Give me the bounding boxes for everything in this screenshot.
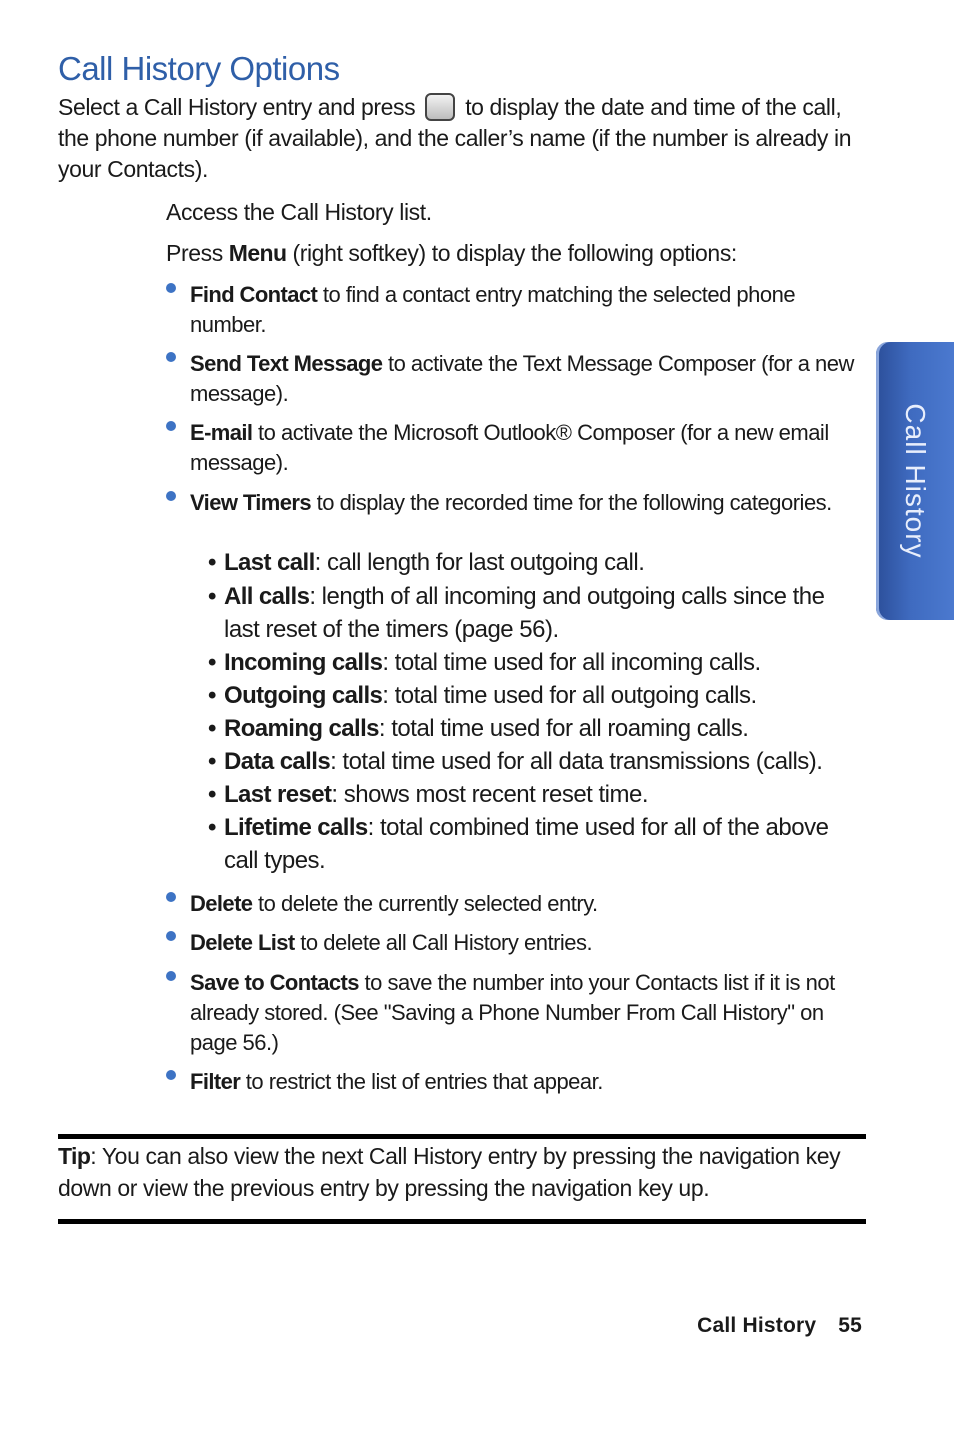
option-filter — [190, 1067, 860, 1097]
option-label: View Timers — [190, 490, 311, 515]
intro-text-after: to display the date and time of the call, the phone number (if available), and the caller’s name (if the number is already in your Contacts). — [58, 94, 852, 182]
timer-desc: : total combined time used for all of the above — [367, 814, 829, 841]
timer-label: All calls — [224, 583, 310, 610]
option-send-text-message — [190, 349, 860, 409]
page-footer — [697, 1314, 862, 1338]
timer-label: Data calls — [224, 748, 331, 775]
timer-outgoing-calls: • Outgoing calls: total time used for all outgoing calls. — [208, 682, 757, 709]
timer-label: Incoming calls — [224, 649, 383, 676]
timer-label: Last call — [224, 549, 315, 576]
bullet-icon — [166, 352, 176, 362]
timer-desc: : call length for last outgoing call. — [314, 549, 645, 576]
option-delete — [190, 889, 860, 919]
timer-desc: : total time used for all roaming calls. — [378, 715, 749, 742]
timer-last-call: • Last call: call length for last outgoing call. — [208, 549, 645, 576]
option-desc: to save the number into your Contacts list if it is not already stored. (See "Saving a Phone Number From Call History" on page 56.) — [190, 970, 835, 1055]
option-desc: to activate the Microsoft Outlook® Composer (for a new email message). — [190, 420, 829, 475]
option-save-to-contacts — [190, 968, 860, 1058]
bullet-icon — [166, 1070, 176, 1080]
timer-desc: : length of all incoming and outgoing calls since the — [309, 583, 825, 610]
option-label: Send Text Message — [190, 351, 383, 376]
option-label: E-mail — [190, 420, 253, 445]
timer-desc-cont: last reset of the timers (page 56). — [224, 616, 559, 643]
timer-all-calls: • All calls: length of all incoming and outgoing calls since the last reset of the timers (page 56). — [208, 583, 825, 643]
option-label: Filter — [190, 1069, 241, 1094]
timer-last-reset: • Last reset: shows most recent reset time. — [208, 781, 649, 808]
timer-desc-cont: call types. — [224, 847, 326, 874]
step-access: Access the Call History list. — [166, 199, 432, 225]
intro-text-before: Select a Call History entry and press — [58, 94, 416, 120]
timer-label: Last reset — [224, 781, 332, 808]
option-desc: to restrict the list of entries that appear. — [240, 1069, 603, 1094]
bullet-icon — [166, 892, 176, 902]
timer-roaming-calls: • Roaming calls: total time used for all roaming calls. — [208, 715, 749, 742]
tip-text: : You can also view the next Call History entry by pressing the navigation key down or view the previous entry by pressing the navigation key up. — [58, 1143, 841, 1201]
section-side-tab — [876, 342, 954, 620]
option-view-timers — [190, 488, 860, 518]
step-menu-post: (right softkey) to display the following options: — [286, 240, 737, 266]
tip-box — [58, 1140, 866, 1204]
bullet-icon — [166, 491, 176, 501]
timer-incoming-calls: • Incoming calls: total time used for all incoming calls. — [208, 649, 761, 676]
option-delete-list — [190, 928, 860, 958]
option-desc: to delete the currently selected entry. — [252, 891, 598, 916]
bullet-icon — [166, 421, 176, 431]
page-number: 55 — [838, 1314, 862, 1337]
timer-desc: : total time used for all incoming calls. — [382, 649, 761, 676]
timer-desc: : total time used for all data transmissions (calls). — [330, 748, 823, 775]
timer-data-calls: • Data calls: total time used for all data transmissions (calls). — [208, 748, 823, 775]
ok-key-icon — [425, 93, 455, 121]
option-label: Find Contact — [190, 282, 318, 307]
footer-section: Call History — [697, 1314, 817, 1337]
timer-lifetime-calls: • Lifetime calls: total combined time used for all of the above call types. — [208, 814, 829, 874]
menu-softkey-label: Menu — [228, 240, 287, 266]
tip-top-rule — [58, 1134, 866, 1139]
option-email — [190, 418, 860, 478]
page-title: Call History Options — [58, 50, 340, 87]
bullet-icon — [166, 971, 176, 981]
option-find-contact — [190, 280, 860, 340]
tip-bottom-rule — [58, 1219, 866, 1224]
option-desc: to find a contact entry matching the selected phone number. — [190, 282, 796, 337]
timer-label: Lifetime calls — [224, 814, 368, 841]
timer-desc: : shows most recent reset time. — [331, 781, 649, 808]
step-menu — [166, 238, 737, 268]
bullet-icon — [166, 931, 176, 941]
option-label: Delete — [190, 891, 253, 916]
timer-label: Outgoing calls — [224, 682, 383, 709]
option-desc: to activate the Text Message Composer (for a new message). — [190, 351, 854, 406]
option-desc: to delete all Call History entries. — [294, 930, 593, 955]
tip-label: Tip — [58, 1143, 91, 1169]
intro-paragraph — [58, 92, 858, 185]
option-desc: to display the recorded time for the following categories. — [311, 490, 832, 515]
bullet-icon — [166, 283, 176, 293]
timer-label: Roaming calls — [224, 715, 379, 742]
option-label: Delete List — [190, 930, 295, 955]
side-tab-label: Call History — [900, 403, 931, 559]
option-label: Save to Contacts — [190, 970, 359, 995]
timer-desc: : total time used for all outgoing calls. — [382, 682, 757, 709]
step-menu-pre: Press — [166, 240, 229, 266]
